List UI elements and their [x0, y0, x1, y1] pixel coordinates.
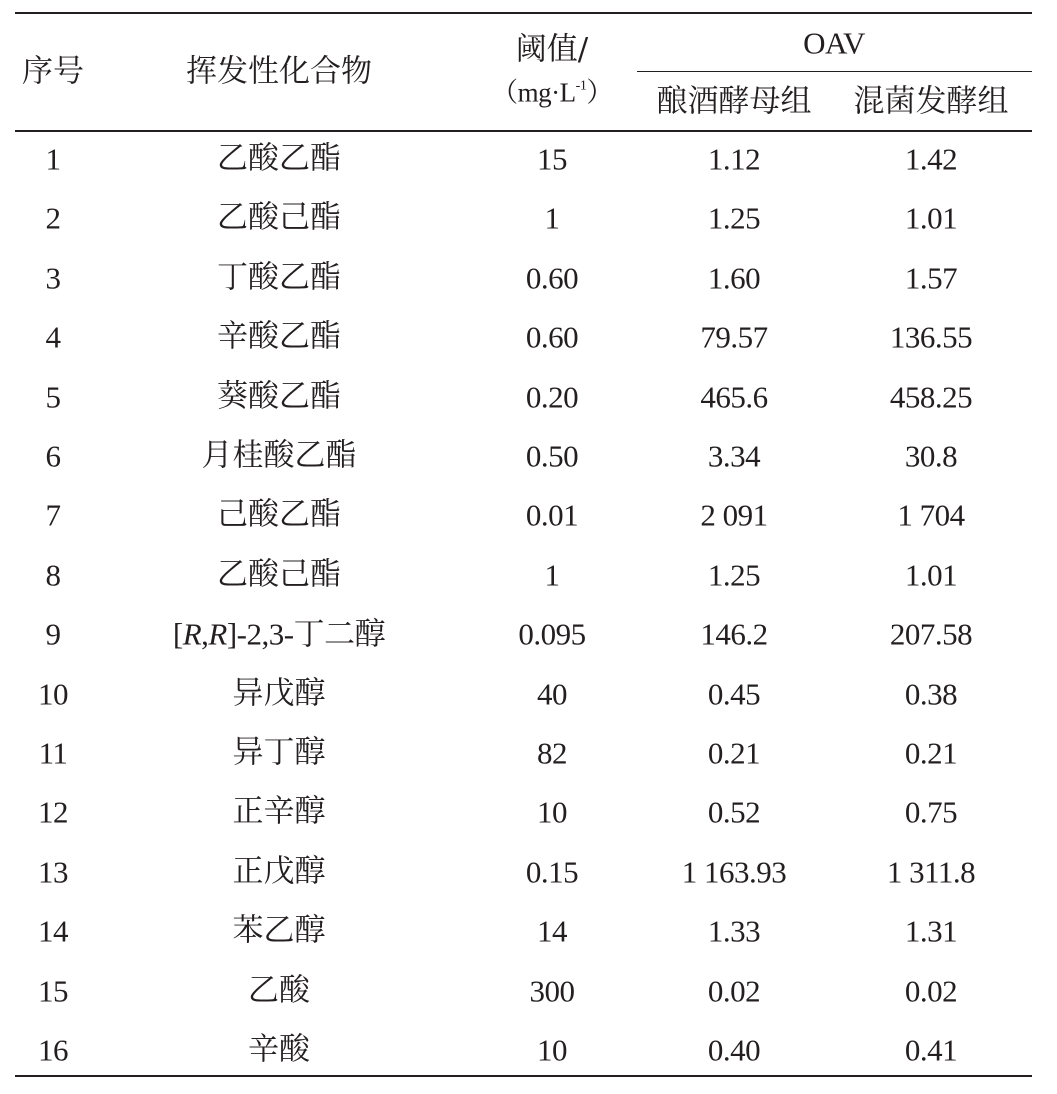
- oav-mixed-cell: 30.8: [904, 438, 958, 474]
- oav-mixed-cell: 1.42: [904, 141, 958, 177]
- oav-yeast-cell: 0.52: [707, 794, 761, 830]
- threshold-cell: 0.15: [525, 854, 579, 890]
- header-threshold: 阈值/: [515, 31, 589, 68]
- threshold-cell: 10: [537, 794, 567, 830]
- table-row: [0, 427, 1057, 486]
- oav-mixed-cell: 1.01: [904, 200, 958, 236]
- serial-number-cell: 10: [38, 676, 68, 712]
- oav-mixed-cell: 0.75: [904, 794, 958, 830]
- compound-cell: 乙酸己酯: [217, 556, 341, 593]
- table-row: [0, 724, 1057, 783]
- oav-mixed-cell: 136.55: [889, 319, 973, 355]
- compound-cell: 辛酸: [248, 1031, 310, 1068]
- table-row: [0, 665, 1057, 724]
- serial-number-cell: 3: [45, 260, 61, 296]
- oav-mixed-cell: 0.41: [904, 1032, 958, 1068]
- header-oav-mixed-group: 混菌发酵组: [853, 83, 1009, 120]
- oav-mixed-cell: 1 311.8: [886, 854, 976, 890]
- header-volatile-compound: 挥发性化合物: [186, 53, 372, 90]
- threshold-cell: 0.095: [518, 616, 586, 652]
- threshold-cell: 40: [537, 676, 567, 712]
- threshold-cell: 0.60: [525, 319, 579, 355]
- compound-cell: [R,R]-2,3-丁二醇: [172, 616, 386, 652]
- oav-yeast-cell: 0.21: [707, 735, 761, 771]
- table-row: [0, 902, 1057, 961]
- table-top-rule: [15, 12, 1032, 14]
- serial-number-cell: 15: [38, 973, 68, 1009]
- oav-yeast-cell: 1.25: [707, 200, 761, 236]
- serial-number-cell: 5: [45, 379, 61, 415]
- oav-yeast-cell: 1.33: [707, 913, 761, 949]
- table-row: [0, 130, 1057, 189]
- oav-mixed-cell: 458.25: [889, 379, 973, 415]
- oav-yeast-cell: 465.6: [700, 379, 768, 415]
- oav-yeast-cell: 79.57: [700, 319, 768, 355]
- table-row: [0, 249, 1057, 308]
- table-row: [0, 546, 1057, 605]
- oav-mixed-cell: 1.31: [904, 913, 958, 949]
- oav-yeast-cell: 3.34: [707, 438, 761, 474]
- compound-cell: 乙酸己酯: [217, 199, 341, 236]
- oav-yeast-cell: 2 091: [700, 497, 768, 533]
- header-oav-yeast-group: 酿酒酵母组: [656, 83, 812, 120]
- threshold-cell: 10: [537, 1032, 567, 1068]
- table-row: [0, 368, 1057, 427]
- threshold-cell: 0.01: [525, 497, 579, 533]
- serial-number-cell: 13: [38, 854, 68, 890]
- serial-number-cell: 7: [45, 497, 61, 533]
- table-row: [0, 1021, 1057, 1080]
- compound-cell: 辛酸乙酯: [217, 318, 341, 355]
- header-threshold-unit: $(mg\cdot L^{-1})$: [491, 77, 613, 108]
- serial-number-cell: 11: [38, 735, 68, 771]
- serial-number-cell: 16: [38, 1032, 68, 1068]
- oav-yeast-cell: 0.02: [707, 973, 761, 1009]
- oav-yeast-cell: 146.2: [700, 616, 768, 652]
- oav-group-rule: [637, 71, 1032, 72]
- serial-number-cell: 14: [38, 913, 68, 949]
- table-row: [0, 486, 1057, 545]
- compound-cell: 葵酸乙酯: [217, 378, 341, 415]
- oav-yeast-cell: 1.12: [707, 141, 761, 177]
- oav-yeast-cell: 0.45: [707, 676, 761, 712]
- table-row: [0, 605, 1057, 664]
- compound-cell: 乙酸: [248, 972, 310, 1009]
- oav-yeast-cell: 1.25: [707, 557, 761, 593]
- oav-yeast-cell: 1 163.93: [681, 854, 787, 890]
- serial-number-cell: 4: [45, 319, 61, 355]
- table-row: [0, 308, 1057, 367]
- threshold-cell: 0.50: [525, 438, 579, 474]
- serial-number-cell: 9: [45, 616, 61, 652]
- oav-yeast-cell: 1.60: [707, 260, 761, 296]
- oav-yeast-cell: 0.40: [707, 1032, 761, 1068]
- oav-mixed-cell: 1 704: [897, 497, 965, 533]
- table-row: [0, 189, 1057, 248]
- oav-mixed-cell: 0.02: [904, 973, 958, 1009]
- compound-cell: 正辛醇: [232, 793, 326, 830]
- compound-cell: 苯乙醇: [232, 912, 326, 949]
- threshold-cell: 82: [537, 735, 567, 771]
- threshold-cell: 14: [537, 913, 567, 949]
- oav-mixed-cell: 1.01: [904, 557, 958, 593]
- serial-number-cell: 12: [38, 794, 68, 830]
- oav-mixed-cell: 0.38: [904, 676, 958, 712]
- serial-number-cell: 8: [45, 557, 61, 593]
- compound-cell: 正戊醇: [232, 853, 326, 890]
- table-row: [0, 783, 1057, 842]
- compound-cell: 月桂酸乙酯: [201, 437, 357, 474]
- threshold-cell: 1: [544, 557, 560, 593]
- compound-cell: 乙酸乙酯: [217, 140, 341, 177]
- threshold-cell: 0.20: [525, 379, 579, 415]
- threshold-cell: 0.60: [525, 260, 579, 296]
- compound-cell: 异戊醇: [232, 675, 326, 712]
- threshold-cell: 15: [537, 141, 567, 177]
- serial-number-cell: 1: [45, 141, 61, 177]
- serial-number-cell: 2: [45, 200, 61, 236]
- compound-cell: 异丁醇: [232, 734, 326, 771]
- threshold-cell: 300: [529, 973, 575, 1009]
- header-oav: OAV: [803, 25, 865, 61]
- serial-number-cell: 6: [45, 438, 61, 474]
- compound-cell: 丁酸乙酯: [217, 259, 341, 296]
- oav-mixed-cell: 0.21: [904, 735, 958, 771]
- table-row: [0, 843, 1057, 902]
- table-row: [0, 962, 1057, 1021]
- header-serial-number: 序号: [22, 53, 84, 90]
- oav-mixed-cell: 1.57: [904, 260, 958, 296]
- threshold-cell: 1: [544, 200, 560, 236]
- oav-mixed-cell: 207.58: [889, 616, 973, 652]
- compound-cell: 己酸乙酯: [217, 496, 341, 533]
